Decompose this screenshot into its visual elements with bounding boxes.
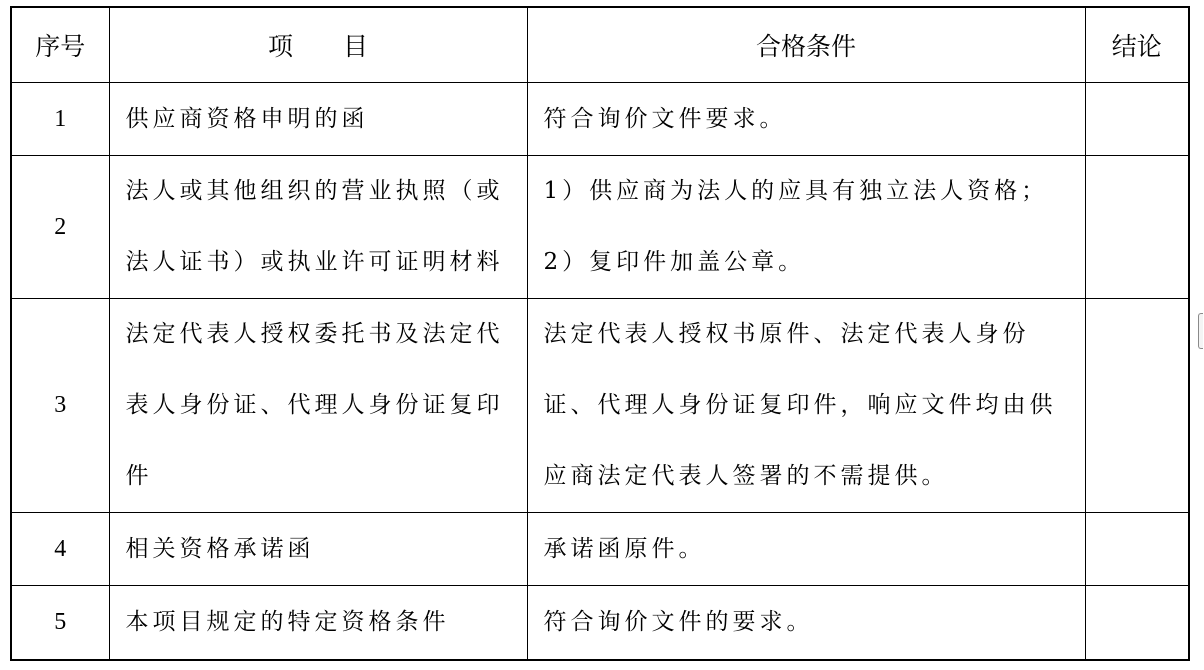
header-serial-number: 序号 [11, 7, 109, 83]
row-item: 供应商资格申明的函 [109, 83, 527, 156]
row-conclusion [1085, 156, 1189, 299]
table-row [11, 513, 1189, 586]
row-serial-number: 5 [11, 586, 109, 660]
row-condition: 符合询价文件要求。 [527, 83, 1085, 156]
table-row [11, 156, 1189, 299]
row-conclusion [1085, 586, 1189, 660]
row-conclusion [1085, 299, 1189, 513]
row-item: 相关资格承诺函 [109, 513, 527, 586]
row-condition: 1）供应商为法人的应具有独立法人资格；2）复印件加盖公章。 [527, 156, 1085, 299]
header-qualification-condition: 合格条件 [527, 7, 1085, 83]
row-item: 本项目规定的特定资格条件 [109, 586, 527, 660]
table-row [11, 299, 1189, 513]
header-conclusion: 结论 [1085, 7, 1189, 83]
row-condition: 符合询价文件的要求。 [527, 586, 1085, 660]
table-header-row [11, 7, 1189, 83]
row-serial-number: 3 [11, 299, 109, 513]
table-row [11, 83, 1189, 156]
page-edge-tab [1198, 313, 1203, 349]
row-condition: 法定代表人授权书原件、法定代表人身份证、代理人身份证复印件，响应文件均由供应商法定代表人签署的不需提供。 [527, 299, 1085, 513]
row-conclusion [1085, 513, 1189, 586]
row-serial-number: 4 [11, 513, 109, 586]
row-item: 法定代表人授权委托书及法定代表人身份证、代理人身份证复印件 [109, 299, 527, 513]
header-item: 项 目 [109, 7, 527, 83]
row-item: 法人或其他组织的营业执照（或法人证书）或执业许可证明材料 [109, 156, 527, 299]
row-conclusion [1085, 83, 1189, 156]
table-row [11, 586, 1189, 660]
qualification-review-table [10, 6, 1190, 661]
row-serial-number: 1 [11, 83, 109, 156]
row-condition: 承诺函原件。 [527, 513, 1085, 586]
row-serial-number: 2 [11, 156, 109, 299]
